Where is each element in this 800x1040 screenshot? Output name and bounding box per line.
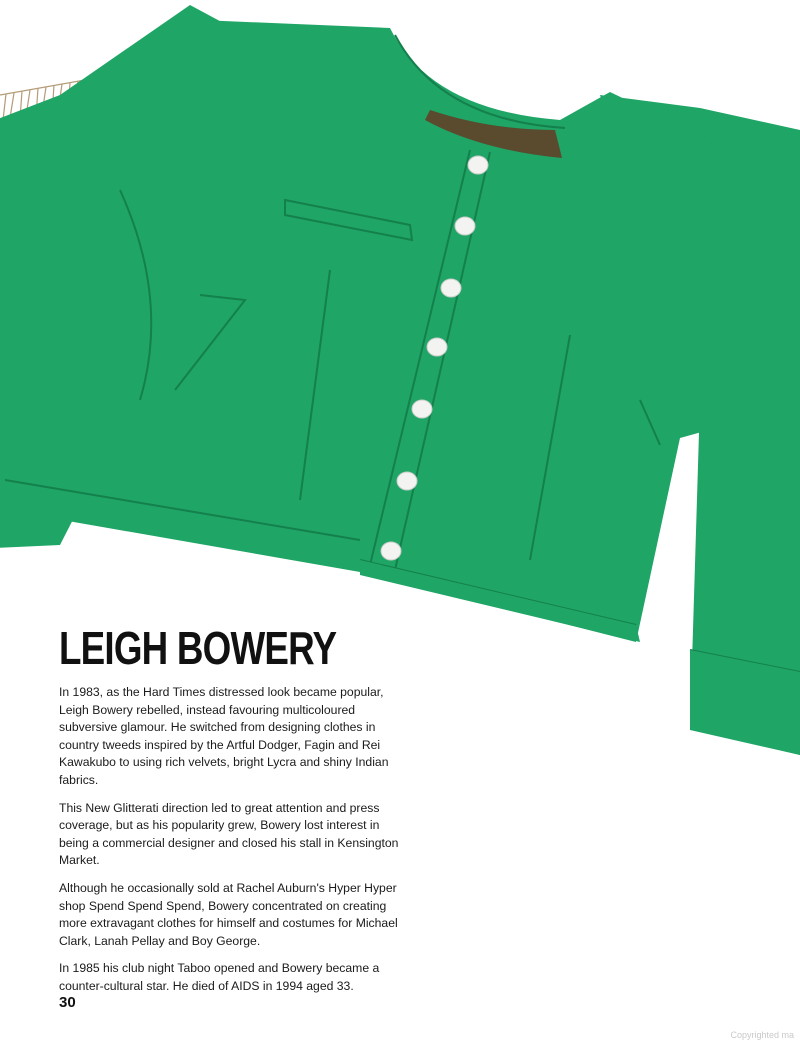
article-paragraph: In 1983, as the Hard Times distressed look became popular, Leigh Bowery rebelled, instead favouring multicoloured subversive glamour. He switched from designing clothes in country tweeds inspired by the Artful Dodger, Fagin and Rei Kawakubo to using rich velvets, bright Lycra and shiny Indian fabrics. — [59, 685, 389, 787]
copyright-watermark: Copyrighted ma — [730, 1030, 794, 1040]
article-title: LEIGH BOWERY — [59, 622, 337, 674]
article-paragraph: In 1985 his club night Taboo opened and Bowery became a counter-cultural star. He died of AIDS in 1994 aged 33. — [59, 961, 380, 993]
article-body — [59, 684, 404, 1006]
page-number: 30 — [59, 994, 76, 1011]
article-paragraph: Although he occasionally sold at Rachel Auburn's Hyper Hyper shop Spend Spend Spend, Bowery concentrated on creating more extravagant clothes for himself and costumes for Michael Clark, Lanah Pellay and Boy George. — [59, 880, 398, 948]
article-paragraph: This New Glitterati direction led to great attention and press coverage, but as his popularity grew, Bowery lost interest in being a commercial designer and closed his stall in Kensington Market. — [59, 800, 399, 868]
